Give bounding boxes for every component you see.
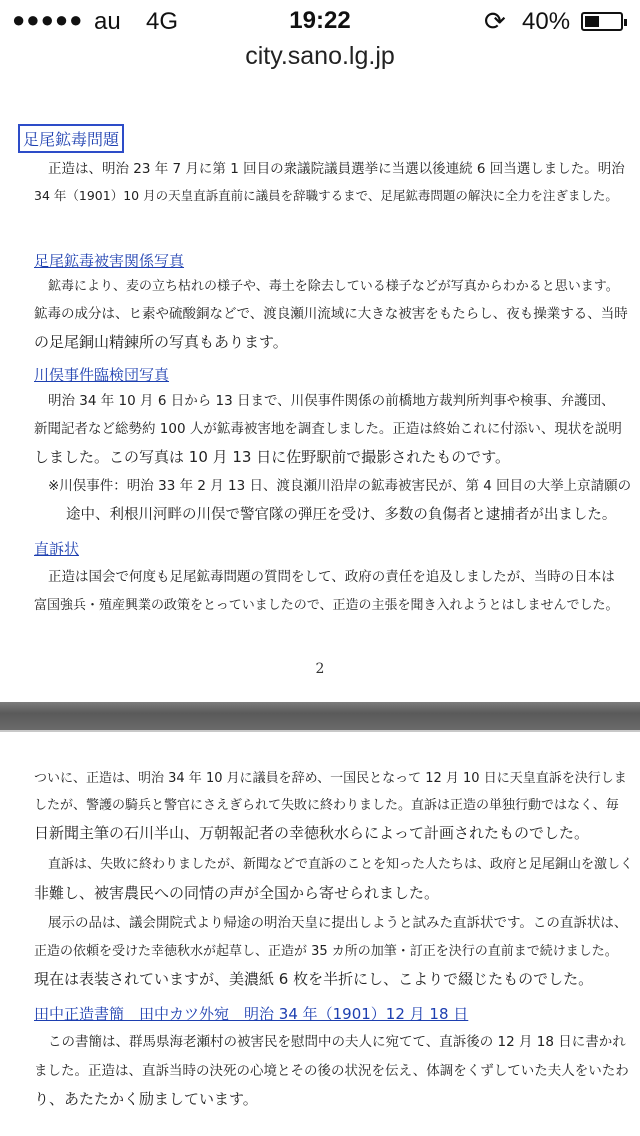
page-separator xyxy=(0,702,640,730)
link-pollution-photos[interactable]: 足尾鉱毒被害関係写真 xyxy=(34,252,185,270)
page-title: 足尾鉱毒問題 xyxy=(18,124,124,153)
page-number: 2 xyxy=(315,661,325,677)
body-line: ました。正造は、直訴当時の決死の心境とその後の状況を伝え、体調をくずしていた夫人をいたわ xyxy=(34,1063,629,1079)
link-tanaka-letter[interactable]: 田中正造書簡 田中カツ外宛 明治 34 年（1901）12 月 18 日 xyxy=(34,1005,469,1023)
body-line: 鉱毒により、麦の立ち枯れの様子や、毒土を除去している様子などが写真からわかると思います。 xyxy=(48,279,619,294)
body-line: 日新聞主筆の石川半山、万朝報記者の幸徳秋水らによって計画されたものでした。 xyxy=(34,824,590,842)
intro-line: 34 年（1901）10 月の天皇直訴直前に議員を辞職するまで、足尾鉱毒問題の解決に全力を注ぎました。 xyxy=(34,188,618,203)
signal-strength-icon: ●●●●● xyxy=(12,7,84,32)
body-line: の足尾銅山精錬所の写真もあります。 xyxy=(34,333,288,351)
carrier-label: au xyxy=(94,8,121,35)
body-line: 直訴は、失敗に終わりましたが、新聞などで直訴のことを知った人たちは、政府と足尾銅山を激しく xyxy=(48,857,634,872)
battery-fill xyxy=(585,16,599,27)
body-line: 明治 34 年 10 月 6 日から 13 日まで、川俣事件関係の前橋地方裁判所判事や検事、弁護団、 xyxy=(48,393,615,409)
link-kawamata-photos[interactable]: 川俣事件臨検団写真 xyxy=(34,366,170,384)
note-line: ※川俣事件：明治 33 年 2 月 13 日、渡良瀬川沿岸の鉱毒被害民が、第 4 回目の大挙上京請願の xyxy=(48,478,632,494)
body-line: り、あたたかく励ましています。 xyxy=(34,1090,258,1108)
body-line: 富国強兵・殖産興業の政策をとっていましたので、正造の主張を聞き入れようとはしませんでした。 xyxy=(34,598,619,613)
status-bar xyxy=(0,0,640,40)
intro-line: 正造は、明治 23 年 7 月に第 1 回目の衆議院議員選挙に当選以後連続 6 回当選しました。明治 xyxy=(48,161,625,177)
address-bar[interactable] xyxy=(0,40,640,76)
network-type: 4G xyxy=(146,8,179,35)
body-line: 鉱毒の成分は、ヒ素や硫酸銅などで、渡良瀬川流域に大きな被害をもたらし、夜も操業する、当時 xyxy=(34,306,628,322)
body-line: 現在は表装されていますが、美濃紙 6 枚を半折にし、こよりで綴じたものでした。 xyxy=(34,970,594,988)
page-separator-edge xyxy=(0,730,640,732)
body-line: 正造の依頼を受けた幸徳秋水が起草し、正造が 35 カ所の加筆・訂正を決行の直前まで続けました。 xyxy=(34,944,618,959)
body-line: したが、警護の騎兵と警官にさえぎられて失敗に終わりました。直訴は正造の単独行動ではなく、毎 xyxy=(34,798,619,813)
body-line: 正造は国会で何度も足尾鉱毒問題の質問をして、政府の責任を追及しましたが、当時の日本は xyxy=(48,569,615,585)
battery-nub xyxy=(624,19,627,26)
rotation-lock-icon: ⟳ xyxy=(484,6,506,36)
url-text[interactable]: city.sano.lg.jp xyxy=(245,42,395,70)
body-line: しました。この写真は 10 月 13 日に佐野駅前で撮影されたものです。 xyxy=(34,448,511,466)
body-line: ついに、正造は、明治 34 年 10 月に議員を辞め、一国民となって 12 月 10 日に天皇直訴を決行しま xyxy=(34,771,627,786)
body-line: この書簡は、群馬県海老瀬村の被害民を慰問中の夫人に宛てて、直訴後の 12 月 18 日に書かれ xyxy=(48,1034,626,1050)
battery-percent: 40% xyxy=(522,8,571,35)
clock: 19:22 xyxy=(289,7,351,34)
link-petition[interactable]: 直訴状 xyxy=(34,540,80,558)
body-line: 新聞記者など総勢約 100 人が鉱毒被害地を調査しました。正造は終始これに付添い、現状を説明 xyxy=(34,421,622,437)
battery-icon xyxy=(581,12,623,31)
body-line: 展示の品は、議会開院式より帰途の明治天皇に提出しようと試みた直訴状です。この直訴状は、 xyxy=(48,915,628,931)
body-line: 非難し、被害農民への同情の声が全国から寄せられました。 xyxy=(34,884,440,902)
note-line: 途中、利根川河畔の川俣で警官隊の弾圧を受け、多数の負傷者と逮捕者が出ました。 xyxy=(66,507,617,523)
